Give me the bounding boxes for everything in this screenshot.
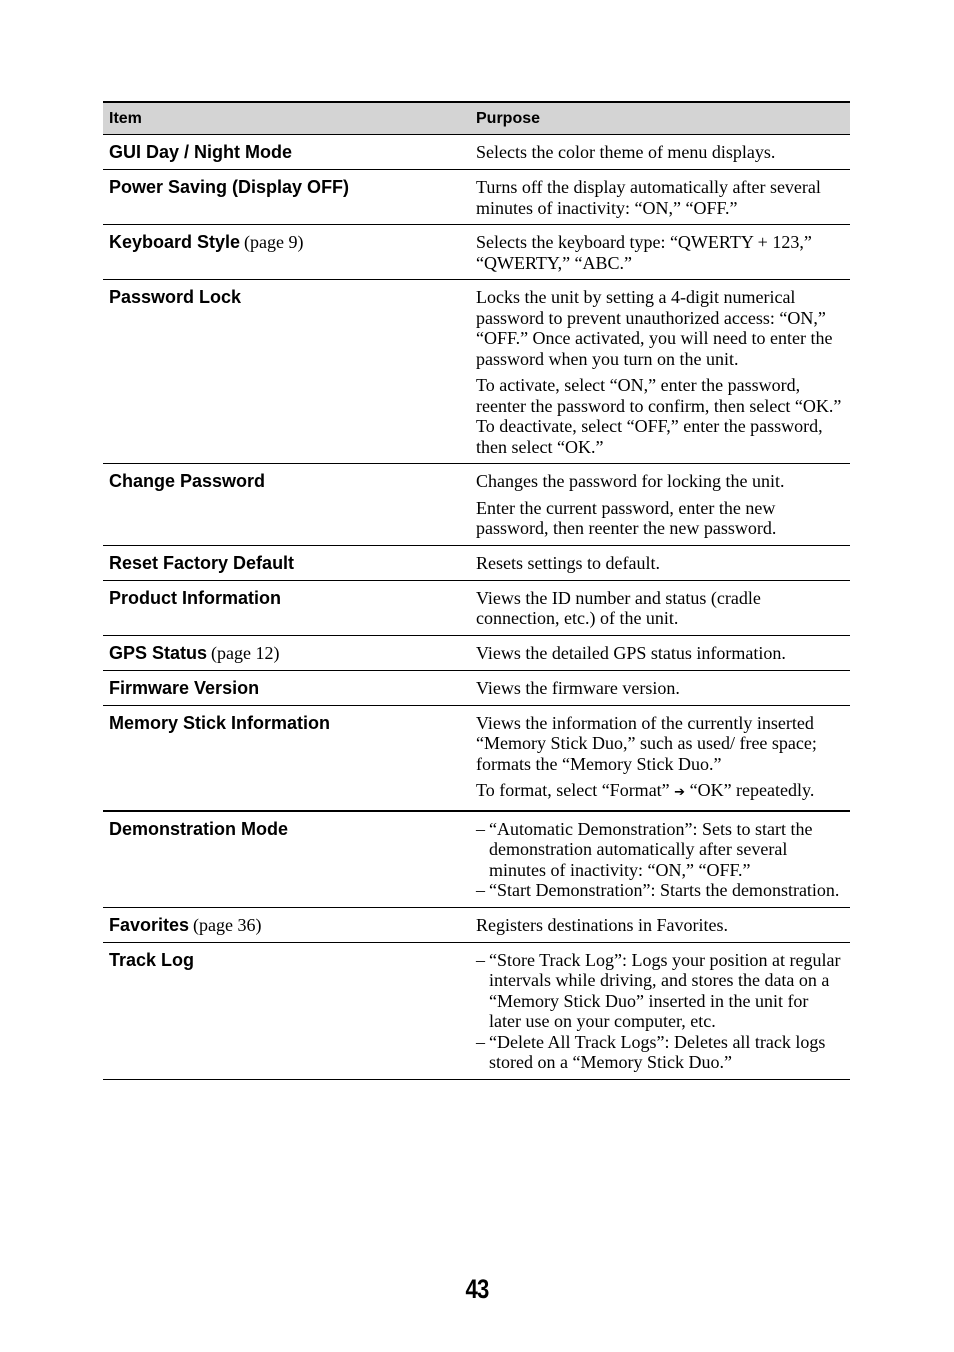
- table-row: [103, 942, 850, 1079]
- item-cell: [103, 280, 470, 464]
- item-name: GPS Status: [109, 642, 208, 663]
- purpose-text: Views the detailed GPS status information.: [476, 642, 786, 663]
- table-row: [103, 580, 850, 635]
- purpose-cell: [470, 942, 850, 1079]
- bullet-text: “Store Track Log”: Logs your position at regular intervals while driving, and stores the data on a “Memory Stick Duo” inserted in the unit for later use on your computer, etc.: [489, 949, 841, 1031]
- purpose-cell: [470, 907, 850, 942]
- page-number: 43: [465, 1274, 489, 1304]
- purpose-cell: [470, 464, 850, 546]
- item-cell: [103, 225, 470, 280]
- item-cell: [103, 811, 470, 908]
- purpose-cell: [470, 670, 850, 705]
- purpose-cell: [470, 580, 850, 635]
- purpose-cell: [470, 545, 850, 580]
- purpose-format-text: [476, 780, 844, 804]
- table-row: [103, 545, 850, 580]
- table-row: [103, 225, 850, 280]
- table-row: [103, 464, 850, 546]
- item-cell: [103, 705, 470, 811]
- item-name: Demonstration Mode: [109, 818, 289, 839]
- purpose-text: Selects the color theme of menu displays.: [476, 142, 776, 162]
- purpose-text: Selects the keyboard type: “QWERTY + 123,” “QWERTY,” “ABC.”: [476, 232, 812, 273]
- item-cell: [103, 635, 470, 670]
- bullet-item: [476, 1032, 844, 1073]
- purpose-bullet-list: [476, 950, 844, 1073]
- item-cell: [103, 580, 470, 635]
- purpose-cell: [470, 811, 850, 908]
- purpose-cell: [470, 170, 850, 225]
- purpose-bullet-list: [476, 819, 844, 901]
- item-name: Change Password: [109, 471, 266, 491]
- bullet-dash: –: [476, 1031, 485, 1052]
- item-name: Power Saving (Display OFF): [109, 177, 350, 197]
- item-cell: [103, 942, 470, 1079]
- purpose-text: Turns off the display automatically after several minutes of inactivity: “ON,” “OFF.”: [476, 177, 821, 218]
- arrow-right-icon: ➔: [674, 785, 686, 800]
- table-row: [103, 280, 850, 464]
- bullet-text: “Automatic Demonstration”: Sets to start the demonstration automatically after several minutes of inactivity: “ON,” “OFF.”: [489, 818, 813, 880]
- item-name: Firmware Version: [109, 677, 260, 698]
- table-row: [103, 170, 850, 225]
- item-name: Track Log: [109, 949, 195, 970]
- page-reference: (page 9): [244, 232, 304, 252]
- item-name: Password Lock: [109, 287, 242, 307]
- column-header-purpose: Purpose: [470, 102, 850, 135]
- bullet-text: “Delete All Track Logs”: Deletes all track logs stored on a “Memory Stick Duo.”: [489, 1031, 826, 1072]
- table-row: [103, 705, 850, 811]
- item-cell: [103, 545, 470, 580]
- bullet-dash: –: [476, 949, 485, 970]
- item-cell: [103, 135, 470, 170]
- bullet-item: [476, 819, 844, 881]
- purpose-text: To activate, select “ON,” enter the password, reenter the password to confirm, then select “OK.”: [476, 375, 842, 416]
- item-cell: [103, 907, 470, 942]
- purpose-text: Resets settings to default.: [476, 552, 660, 573]
- bullet-item: [476, 880, 844, 901]
- table-row: [103, 907, 850, 942]
- column-header-item: Item: [103, 102, 470, 135]
- item-name: Keyboard Style: [109, 232, 241, 252]
- bullet-dash: –: [476, 818, 485, 839]
- item-name: Memory Stick Information: [109, 712, 331, 733]
- purpose-text: Locks the unit by setting a 4-digit numerical password to prevent unauthorized access: “ON,” “OFF.” Once activated, you will need to enter the password when you turn on the unit.: [476, 287, 833, 369]
- purpose-cell: [470, 635, 850, 670]
- item-name: Product Information: [109, 587, 281, 608]
- format-instruction-end: “OK” repeatedly.: [689, 780, 815, 800]
- purpose-cell: [470, 225, 850, 280]
- item-name: Reset Factory Default: [109, 552, 295, 573]
- item-cell: [103, 670, 470, 705]
- purpose-text: Views the ID number and status (cradle connection, etc.) of the unit.: [476, 587, 761, 628]
- purpose-text: To deactivate, select “OFF,” enter the password, then select “OK.”: [476, 416, 823, 457]
- purpose-text: Registers destinations in Favorites.: [476, 914, 728, 935]
- table-row: [103, 670, 850, 705]
- item-cell: [103, 464, 470, 546]
- purpose-cell: [470, 135, 850, 170]
- item-cell: [103, 170, 470, 225]
- table-header-row: [103, 102, 850, 135]
- table-row: [103, 635, 850, 670]
- page-reference: (page 36): [193, 914, 262, 935]
- purpose-text: Views the firmware version.: [476, 677, 680, 698]
- page-reference: (page 12): [211, 642, 280, 663]
- table-row: [103, 811, 850, 908]
- bullet-text: “Start Demonstration”: Starts the demonstration.: [489, 880, 840, 900]
- item-name: GUI Day / Night Mode: [109, 142, 293, 162]
- purpose-cell: [470, 280, 850, 464]
- table-row: [103, 135, 850, 170]
- purpose-text: Changes the password for locking the unit.: [476, 471, 785, 491]
- item-name: Favorites: [109, 914, 190, 935]
- purpose-cell: [470, 705, 850, 811]
- purpose-text: Views the information of the currently inserted “Memory Stick Duo,” such as used/ free space; formats the “Memory Stick Duo.”: [476, 712, 817, 774]
- settings-table: [103, 101, 850, 1080]
- bullet-dash: –: [476, 880, 485, 900]
- purpose-text: Enter the current password, enter the new password, then reenter the new password.: [476, 497, 777, 538]
- bullet-item: [476, 950, 844, 1032]
- format-instruction: To format, select “Format”: [476, 780, 670, 800]
